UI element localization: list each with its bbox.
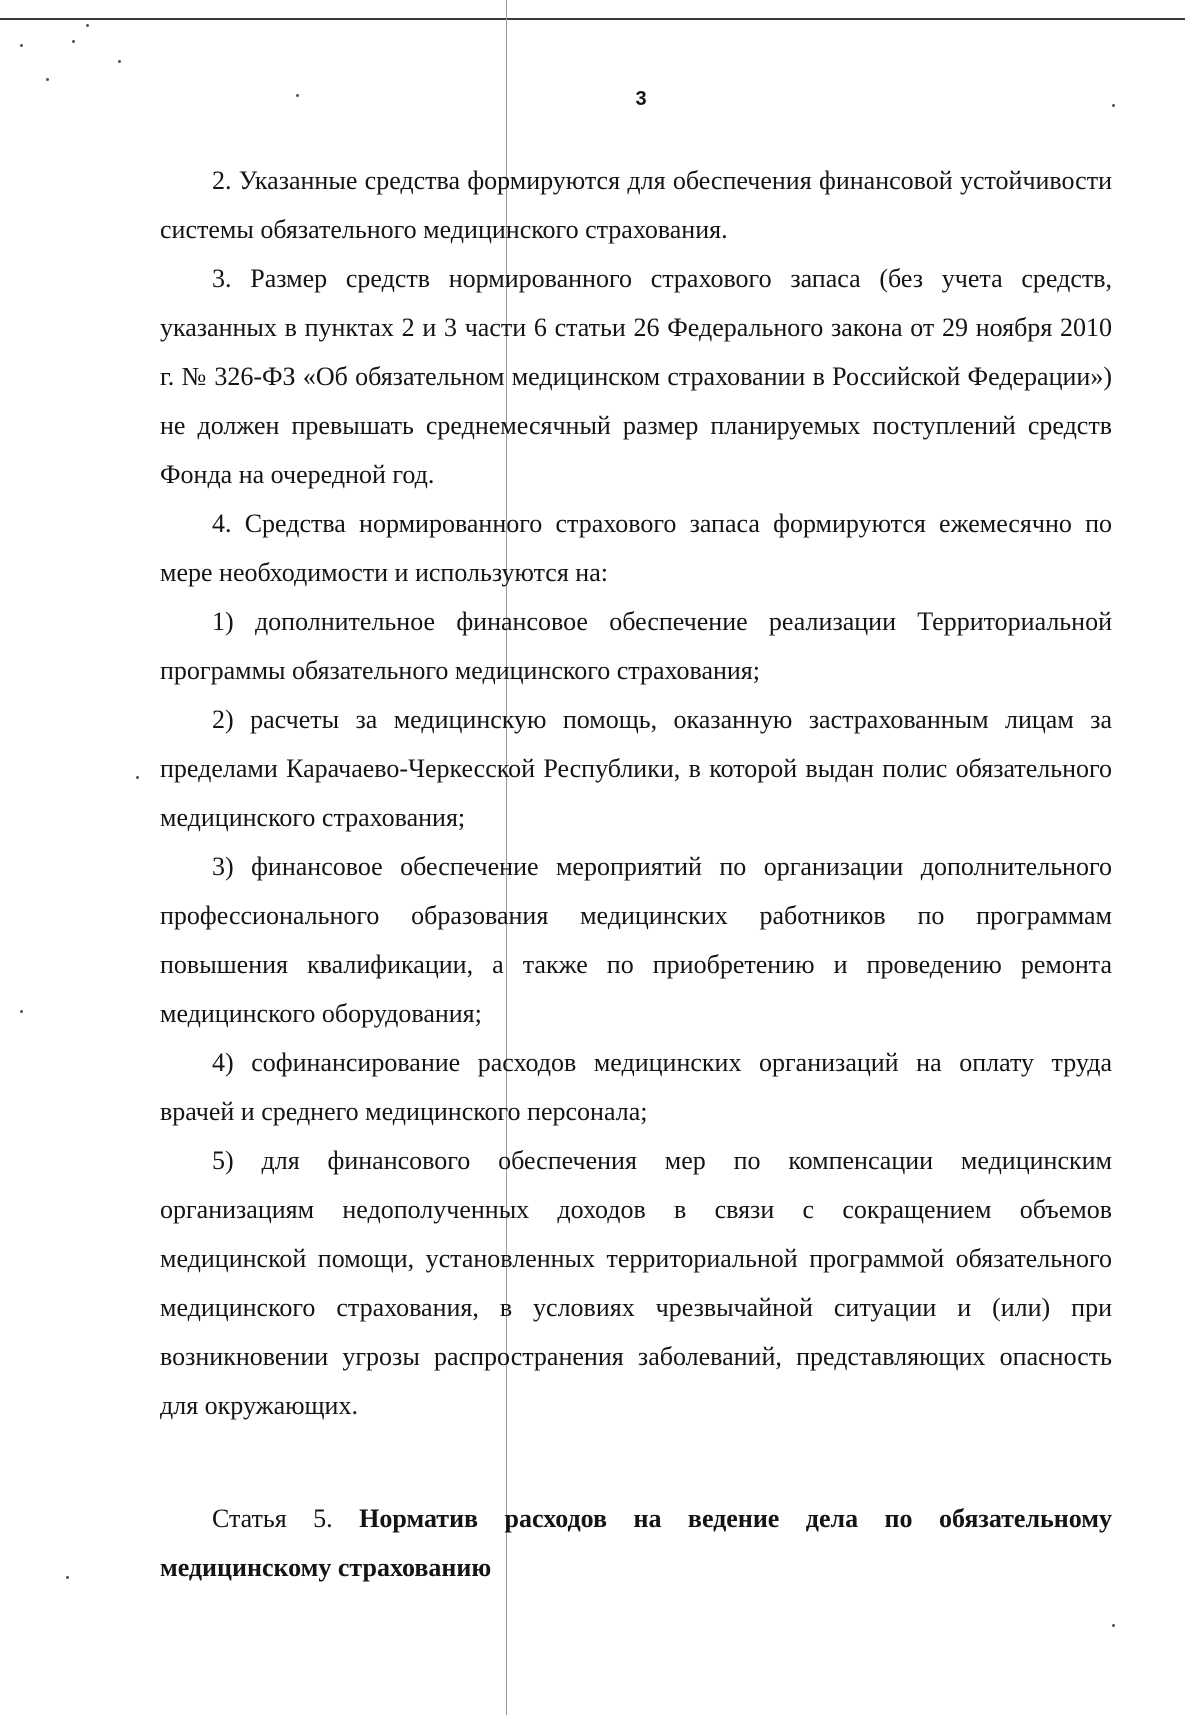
- article-title: Норматив расходов на ведение дела по обязательному медицинскому страхованию: [160, 1504, 1113, 1582]
- list-item-2: 2) расчеты за медицинскую помощь, оказанную застрахованным лицам за пределами Карачаево-Черкесской Республики, в которой выдан полис обязательного медицинского страхования;: [160, 705, 1112, 832]
- scan-speck: [72, 40, 75, 43]
- article-label: Статья 5.: [212, 1504, 333, 1533]
- paragraph-2: 2. Указанные средства формируются для обеспечения финансовой устойчивости системы обязательного медицинского страхования.: [160, 166, 1112, 244]
- list-item-3: 3) финансовое обеспечение мероприятий по организации дополнительного профессионального образования медицинских работников по программам повышения квалификации, а также по приобретению и проведению ремонта медицинского оборудования;: [160, 852, 1112, 1028]
- paragraph-4: 4. Средства нормированного страхового запаса формируются ежемесячно по мере необходимости и используются на:: [160, 509, 1112, 587]
- paragraph-3: 3. Размер средств нормированного страхового запаса (без учета средств, указанных в пунктах 2 и 3 части 6 статьи 26 Федерального закона от 29 ноября 2010 г. № 326-ФЗ «Об обязательном медицинском страховании в Российской Федерации») не должен превышать среднемесячный размер планируемых поступлений средств Фонда на очередной год.: [160, 264, 1112, 489]
- scan-speck: [1112, 1624, 1115, 1627]
- list-item-5: 5) для финансового обеспечения мер по компенсации медицинским организациям недополученных доходов в связи с сокращением объемов медицинской помощи, установленных территориальной программой обязательного медицинского страхования, в условиях чрезвычайной ситуации и (или) при возникновении угрозы распространения заболеваний, представляющих опасность для окружающих.: [160, 1146, 1112, 1420]
- list-item-4: 4) софинансирование расходов медицинских организаций на оплату труда врачей и среднего медицинского персонала;: [160, 1048, 1112, 1126]
- page-number: 3: [635, 88, 647, 110]
- scan-top-rule: [0, 18, 1185, 20]
- scan-speck: [118, 60, 121, 63]
- scan-speck: [20, 44, 23, 47]
- scan-speck: [136, 776, 139, 779]
- scan-speck: [46, 78, 49, 81]
- list-item-1: 1) дополнительное финансовое обеспечение реализации Территориальной программы обязательного медицинского страхования;: [160, 607, 1112, 685]
- article-heading: [160, 1494, 1112, 1592]
- document-body: [160, 156, 1112, 1592]
- scan-speck: [66, 1576, 69, 1579]
- scan-speck: [86, 24, 89, 27]
- scan-speck: [20, 1010, 23, 1013]
